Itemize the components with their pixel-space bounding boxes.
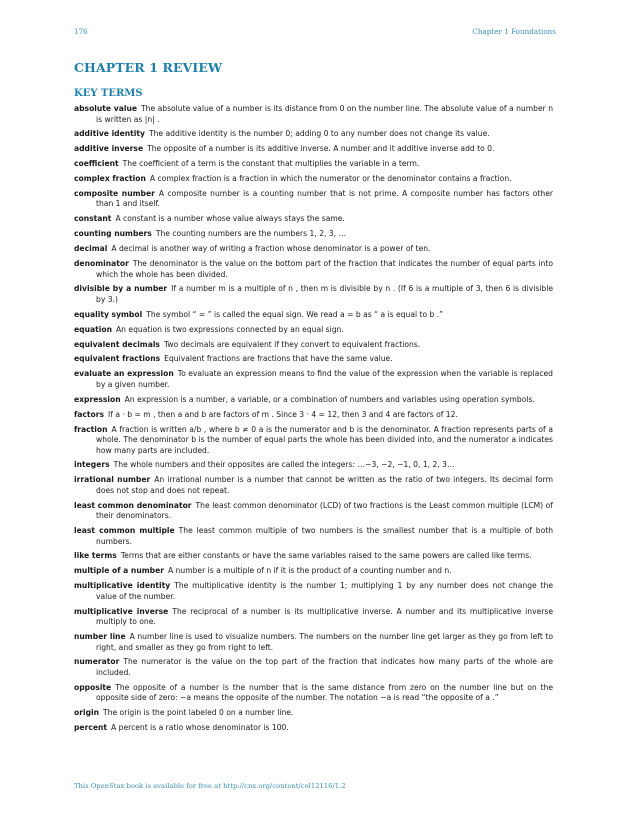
term-denominator — [74, 259, 553, 280]
term-least-common-multiple — [74, 526, 553, 547]
term-definition: The symbol “ = ” is called the equal sign. We read a = b as “ a is equal to b .” — [146, 309, 444, 319]
term-name: counting numbers — [74, 229, 152, 239]
term-equality-symbol — [74, 310, 553, 321]
term-evaluate-an-expression — [74, 369, 553, 390]
term-name: opposite — [74, 682, 112, 692]
term-definition: A percent is a ratio whose denominator is 100. — [111, 723, 289, 733]
term-name: least common denominator — [74, 500, 192, 510]
footer-attribution: This OpenStax book is available for free at http://cnx.org/content/col12116/1.2 — [74, 782, 346, 790]
term-name: irrational number — [74, 475, 151, 485]
term-percent — [74, 723, 553, 734]
term-name: equation — [74, 324, 112, 334]
term-name: multiplicative inverse — [74, 606, 169, 616]
term-expression — [74, 395, 553, 406]
chapter-running-title: Chapter 1 Foundations — [472, 27, 556, 36]
term-name: decimal — [74, 244, 108, 254]
term-integers — [74, 460, 553, 471]
term-opposite — [74, 683, 553, 704]
term-definition: If a number m is a multiple of n , then m is divisible by n . (If 6 is a multiple of 3, then 6 is divisible by 3.) — [96, 284, 553, 304]
term-number-line — [74, 632, 553, 653]
term-multiplicative-inverse — [74, 607, 553, 628]
term-definition: Terms that are either constants or have the same variables raised to the same powers are called like terms. — [120, 551, 532, 561]
term-definition: A decimal is another way of writing a fraction whose denominator is a power of ten. — [111, 244, 431, 254]
term-name: percent — [74, 723, 108, 733]
term-name: coefficient — [74, 159, 119, 169]
term-factors — [74, 410, 553, 421]
term-definition: The whole numbers and their opposites are called the integers: …−3, −2, −1, 0, 1, 2, 3… — [113, 460, 455, 470]
term-definition: A complex fraction is a fraction in which the numerator or the denominator contains a fraction. — [149, 174, 512, 184]
term-name: least common multiple — [74, 526, 175, 536]
term-multiple-of-a-number — [74, 566, 553, 577]
term-definition: If a · b = m , then a and b are factors of m . Since 3 · 4 = 12, then 3 and 4 are factors of 12. — [108, 409, 458, 419]
term-fraction — [74, 425, 553, 457]
term-definition: An equation is two expressions connected by an equal sign. — [115, 324, 344, 334]
term-name: equivalent decimals — [74, 339, 160, 349]
term-equation — [74, 325, 553, 336]
term-decimal — [74, 244, 553, 255]
term-definition: A fraction is written a/b , where b ≠ 0 a is the numerator and b is the denominator. A fraction represents parts of a whole. The denominator b is the number of equal parts the whole has been divided into, and the numerator a indicates how many parts are included. — [96, 424, 553, 455]
term-definition: The additive identity is the number 0; adding 0 to any number does not change its value. — [148, 129, 490, 139]
term-definition: A number is a multiple of n if it is the product of a counting number and n. — [167, 566, 452, 576]
term-definition: An expression is a number, a variable, or a combination of numbers and variables using operation symbols. — [124, 394, 535, 404]
term-definition: A constant is a number whose value always stays the same. — [115, 214, 345, 224]
key-terms-list — [74, 104, 553, 738]
term-additive-identity — [74, 129, 553, 140]
term-name: constant — [74, 214, 112, 224]
term-definition: Equivalent fractions are fractions that have the same value. — [164, 354, 393, 364]
term-name: numerator — [74, 657, 120, 667]
term-definition: To evaluate an expression means to find the value of the expression when the variable is replaced by a given number. — [96, 369, 553, 389]
term-definition: The reciprocal of a number is its multiplicative inverse. A number and its multiplicative inverse multiply to one. — [96, 606, 554, 627]
term-multiplicative-identity — [74, 581, 553, 602]
term-name: evaluate an expression — [74, 369, 174, 379]
term-definition: The denominator is the value on the bottom part of the fraction that indicates the number of equal parts into which the whole has been divided. — [96, 259, 553, 279]
term-equivalent-fractions — [74, 354, 553, 365]
term-name: factors — [74, 409, 105, 419]
term-name: additive identity — [74, 129, 145, 139]
term-definition: A composite number is a counting number that is not prime. A composite number has factors other than 1 and itself. — [96, 188, 553, 209]
term-name: like terms — [74, 551, 117, 561]
term-definition: A number line is used to visualize numbers. The numbers on the number line get larger as they go from left to right, and smaller as they go from right to left. — [96, 632, 554, 652]
term-name: fraction — [74, 424, 108, 434]
term-name: number line — [74, 632, 126, 642]
term-divisible-by-a-number — [74, 284, 553, 305]
term-least-common-denominator — [74, 501, 553, 522]
term-name: equivalent fractions — [74, 354, 161, 364]
term-numerator — [74, 657, 553, 678]
term-name: divisible by a number — [74, 284, 168, 294]
term-name: complex fraction — [74, 174, 146, 184]
term-counting-numbers — [74, 229, 553, 240]
term-name: composite number — [74, 188, 155, 198]
term-name: absolute value — [74, 104, 138, 113]
term-definition: The least common denominator (LCD) of two fractions is the Least common multiple (LCM) of their denominators. — [96, 500, 553, 521]
term-absolute-value — [74, 104, 553, 125]
term-constant — [74, 214, 553, 225]
term-definition: The counting numbers are the numbers 1, 2, 3, … — [155, 229, 347, 239]
section-title: KEY TERMS — [74, 88, 143, 99]
term-coefficient — [74, 159, 553, 170]
term-like-terms — [74, 551, 553, 562]
term-origin — [74, 708, 553, 719]
term-name: multiple of a number — [74, 566, 164, 576]
term-definition: The least common multiple of two numbers is the smallest number that is a multiple of both numbers. — [96, 526, 554, 546]
term-definition: The multiplicative identity is the number 1; multiplying 1 by any number does not change the value of the number. — [96, 581, 553, 601]
term-name: equality symbol — [74, 309, 143, 319]
page-number: 176 — [74, 27, 88, 36]
term-definition: Two decimals are equivalent if they convert to equivalent fractions. — [163, 339, 421, 349]
term-name: denominator — [74, 259, 129, 269]
term-name: origin — [74, 708, 100, 718]
term-name: integers — [74, 460, 110, 470]
term-definition: The opposite of a number is its additive inverse. A number and it additive inverse add to 0. — [147, 144, 495, 154]
term-definition: An irrational number is a number that cannot be written as the ratio of two integers. Its decimal form does not stop and does not repeat. — [96, 475, 553, 495]
term-definition: The coefficient of a term is the constant that multiplies the variable in a term. — [122, 159, 420, 169]
term-additive-inverse — [74, 144, 553, 155]
term-definition: The origin is the point labeled 0 on a number line. — [103, 708, 294, 718]
term-name: expression — [74, 394, 121, 404]
term-equivalent-decimals — [74, 340, 553, 351]
term-name: additive inverse — [74, 144, 144, 154]
chapter-title: CHAPTER 1 REVIEW — [74, 60, 223, 75]
term-name: multiplicative identity — [74, 581, 171, 591]
term-irrational-number — [74, 475, 553, 496]
term-complex-fraction — [74, 174, 553, 185]
term-definition: The absolute value of a number is its distance from 0 on the number line. The absolute value of a number n is written as |n| . — [96, 104, 554, 124]
term-definition: The opposite of a number is the number that is the same distance from zero on the number line but on the opposite side of zero: −a means the opposite of the number. The notation −a is read “the opposite of a .” — [96, 682, 553, 703]
term-definition: The numerator is the value on the top part of the fraction that indicates how many parts of the whole are included. — [96, 657, 553, 677]
term-composite-number — [74, 189, 553, 210]
